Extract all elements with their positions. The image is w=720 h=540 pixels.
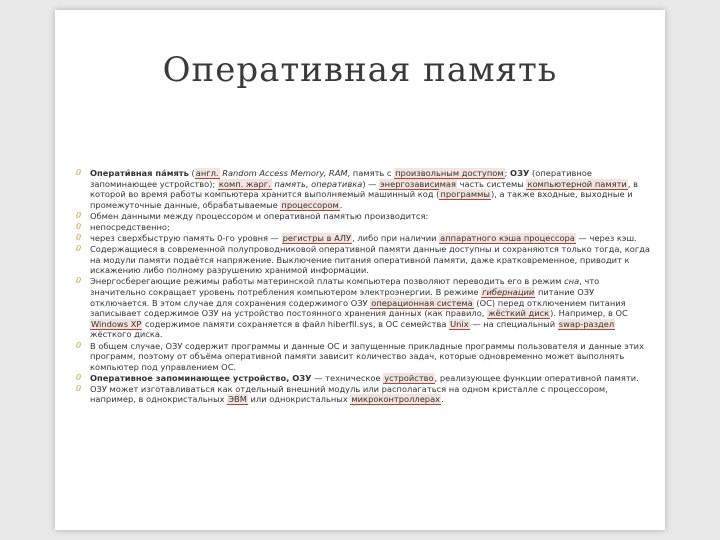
- text-run: , в которой во время работы компьютера хранится выполняемый машинный код (: [90, 178, 638, 200]
- text-run: (ОС) перед отключением питания записывает содержимое ОЗУ на устройство постоянного хранения данных (как правило,: [90, 297, 626, 319]
- slide: [55, 10, 665, 530]
- text-run: .: [441, 394, 444, 405]
- text-run: , память с: [347, 168, 395, 178]
- text-run: через сверхбыструю память 0-го уровня —: [90, 233, 282, 244]
- italic-text: Random Access Memory, RAM: [219, 168, 348, 178]
- bullet-marker: 0: [76, 372, 82, 382]
- hyperlink[interactable]: операционная система: [371, 297, 473, 308]
- text-run: , реализующее функции оперативной памяти.: [434, 372, 639, 383]
- hyperlink[interactable]: комп. жарг.: [218, 178, 271, 189]
- bullet-marker: 0: [76, 221, 82, 231]
- bullet-marker: 0: [76, 383, 82, 393]
- italic-text: память, оперативка: [271, 178, 363, 189]
- text-run: — техническое: [311, 372, 384, 383]
- text-run: — через кэш.: [575, 233, 637, 244]
- hyperlink[interactable]: гибернации: [482, 287, 535, 298]
- text-run: (оперативное запоминающее устройство);: [90, 168, 592, 189]
- text-run: Обмен данными между процессором и оперативной памятью производится:: [90, 210, 429, 221]
- text-run: содержимое памяти сохраняется в файл hiberfil.sys, в ОС семейства: [142, 318, 450, 329]
- hyperlink[interactable]: swap-раздел: [558, 318, 615, 329]
- italic-text: сна: [564, 276, 580, 287]
- bold-text: ОЗУ: [510, 168, 530, 178]
- hyperlink[interactable]: энергозависимая: [380, 178, 456, 189]
- bullet-marker: 0: [76, 233, 82, 243]
- bullet-marker: 0: [76, 210, 82, 220]
- slide-title: Оперативная память: [162, 50, 558, 90]
- text-run: , либо при наличии: [352, 233, 440, 244]
- text-run: ). Например, в ОС: [550, 308, 628, 319]
- text-run: часть системы: [456, 178, 527, 189]
- bullet-item: [75, 373, 651, 384]
- text-run: питание ОЗУ отключается. В этом случае для сохранения содержимого ОЗУ: [90, 287, 595, 308]
- text-run: жёсткого диска.: [90, 329, 163, 340]
- hyperlink[interactable]: Windows XP: [91, 318, 142, 329]
- bullet-item: [75, 384, 651, 405]
- text-run: ;: [504, 168, 511, 178]
- hyperlink[interactable]: Unix: [450, 318, 469, 329]
- text-run: Энергосберегающие режимы работы материнской платы компьютера позволяют переводить его в режим: [90, 276, 565, 287]
- text-run: ), а также входные, выходные и промежуточные данные, обрабатываемые: [90, 189, 633, 210]
- text-run: (: [188, 168, 195, 178]
- hyperlink[interactable]: компьютерной памяти: [527, 178, 627, 189]
- text-run: непосредственно;: [90, 221, 170, 232]
- hyperlink[interactable]: регистры в АЛУ: [282, 233, 352, 244]
- bullet-item: [75, 244, 651, 276]
- bullet-item: [75, 341, 651, 373]
- bold-text: Операти́вная па́мять: [90, 168, 189, 178]
- text-run: , что значительно сокращает уровень потребления компьютером электроэнергии. В режиме: [90, 276, 600, 298]
- bullet-marker: 0: [76, 168, 82, 177]
- text-run: .: [339, 199, 343, 210]
- text-run: В общем случае, ОЗУ содержит программы и данные ОС и запущенные прикладные программы пользователя и данные этих программ, поэтому от объёма оперативной памяти зависит количество задач, которые одновременно может выполнять компьютер под управлением ОС.: [90, 340, 644, 372]
- bold-text: Оперативное запоминающее устройство, ОЗУ: [90, 372, 312, 383]
- bullet-item: [75, 211, 651, 222]
- text-run: ) —: [362, 178, 380, 189]
- bullet-marker: 0: [76, 276, 82, 286]
- hyperlink[interactable]: ЭВМ: [228, 394, 247, 405]
- hyperlink[interactable]: жёсткий диск: [488, 308, 550, 319]
- hyperlink[interactable]: процессором: [281, 199, 339, 210]
- text-run: ОЗУ может изготавливаться как отдельный внешний модуль или располагаться на одном кристалле с процессором, например, в однокристальных: [90, 383, 608, 405]
- hyperlink[interactable]: англ.: [195, 168, 219, 178]
- hyperlink[interactable]: аппаратного кэша процессора: [440, 233, 575, 244]
- hyperlink[interactable]: устройство: [384, 372, 434, 383]
- slide-body: [75, 168, 651, 406]
- text-run: Содержащиеся в современной полупроводниковой оперативной памяти данные доступны и сохраняются только тогда, когда на модули памяти подаётся напряжение. Выключение питания оперативной памяти, даже кратковременное, приводит к искажению либо полному разрушению хранимой информации.: [90, 244, 651, 276]
- hyperlink[interactable]: произвольным доступом: [395, 168, 504, 178]
- bullet-marker: 0: [76, 244, 82, 254]
- bullet-item: [75, 168, 651, 210]
- hyperlink[interactable]: программы: [440, 189, 490, 200]
- bullet-item: [75, 233, 651, 244]
- hyperlink[interactable]: микроконтроллерах: [351, 394, 441, 405]
- bullet-item: [75, 276, 651, 340]
- text-run: — на специальный: [469, 318, 558, 329]
- bullet-item: [75, 222, 651, 233]
- text-run: или однокристальных: [247, 394, 351, 405]
- bullet-marker: 0: [76, 340, 82, 350]
